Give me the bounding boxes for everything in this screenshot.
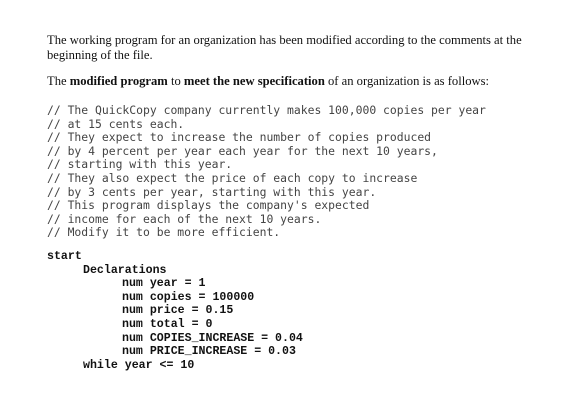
document-page — [47, 33, 547, 372]
code-declaration-line: num copies = 100000 — [122, 290, 255, 304]
comment-line: // starting with this year. — [47, 157, 233, 172]
comment-line: // The QuickCopy company currently makes 100,000 copies per year — [47, 103, 486, 117]
code-declaration-line: num total = 0 — [122, 317, 213, 331]
spec-bold-new-specification: meet the new specification — [183, 74, 325, 88]
code-declaration-line: num COPIES_INCREASE = 0.04 — [122, 331, 303, 345]
code-declaration-line: num PRICE_INCREASE = 0.03 — [122, 345, 296, 359]
spec-text-before: The — [47, 74, 70, 88]
spec-text-middle: to — [167, 74, 184, 88]
comment-line: // They expect to increase the number of copies produced — [47, 130, 432, 145]
code-block — [47, 250, 547, 372]
intro-paragraph: The working program for an organization has been modified according to the comments at the beginning of the file. — [47, 33, 522, 62]
spec-paragraph — [47, 74, 547, 89]
code-declaration-line: num year = 1 — [122, 277, 206, 291]
spec-text-after: of an organization is as follows: — [324, 74, 490, 88]
comment-block — [47, 103, 547, 239]
comment-line: // This program displays the company's expected — [47, 198, 370, 213]
comment-line: // income for each of the next 10 years. — [47, 211, 322, 226]
code-while: while year <= 10 — [83, 358, 195, 372]
comment-line: // Modify it to be more efficient. — [47, 225, 281, 240]
comment-line: // at 15 cents each. — [47, 116, 185, 131]
code-declaration-line: num price = 0.15 — [122, 304, 234, 318]
code-declarations: Declarations — [83, 263, 167, 277]
code-start: start — [47, 249, 82, 263]
comment-line: // by 3 cents per year, starting with this year. — [47, 184, 377, 199]
comment-line: // They also expect the price of each copy to increase — [47, 170, 418, 185]
spec-bold-modified-program: modified program — [69, 74, 168, 88]
comment-line: // by 4 percent per year each year for the next 10 years, — [47, 143, 438, 158]
